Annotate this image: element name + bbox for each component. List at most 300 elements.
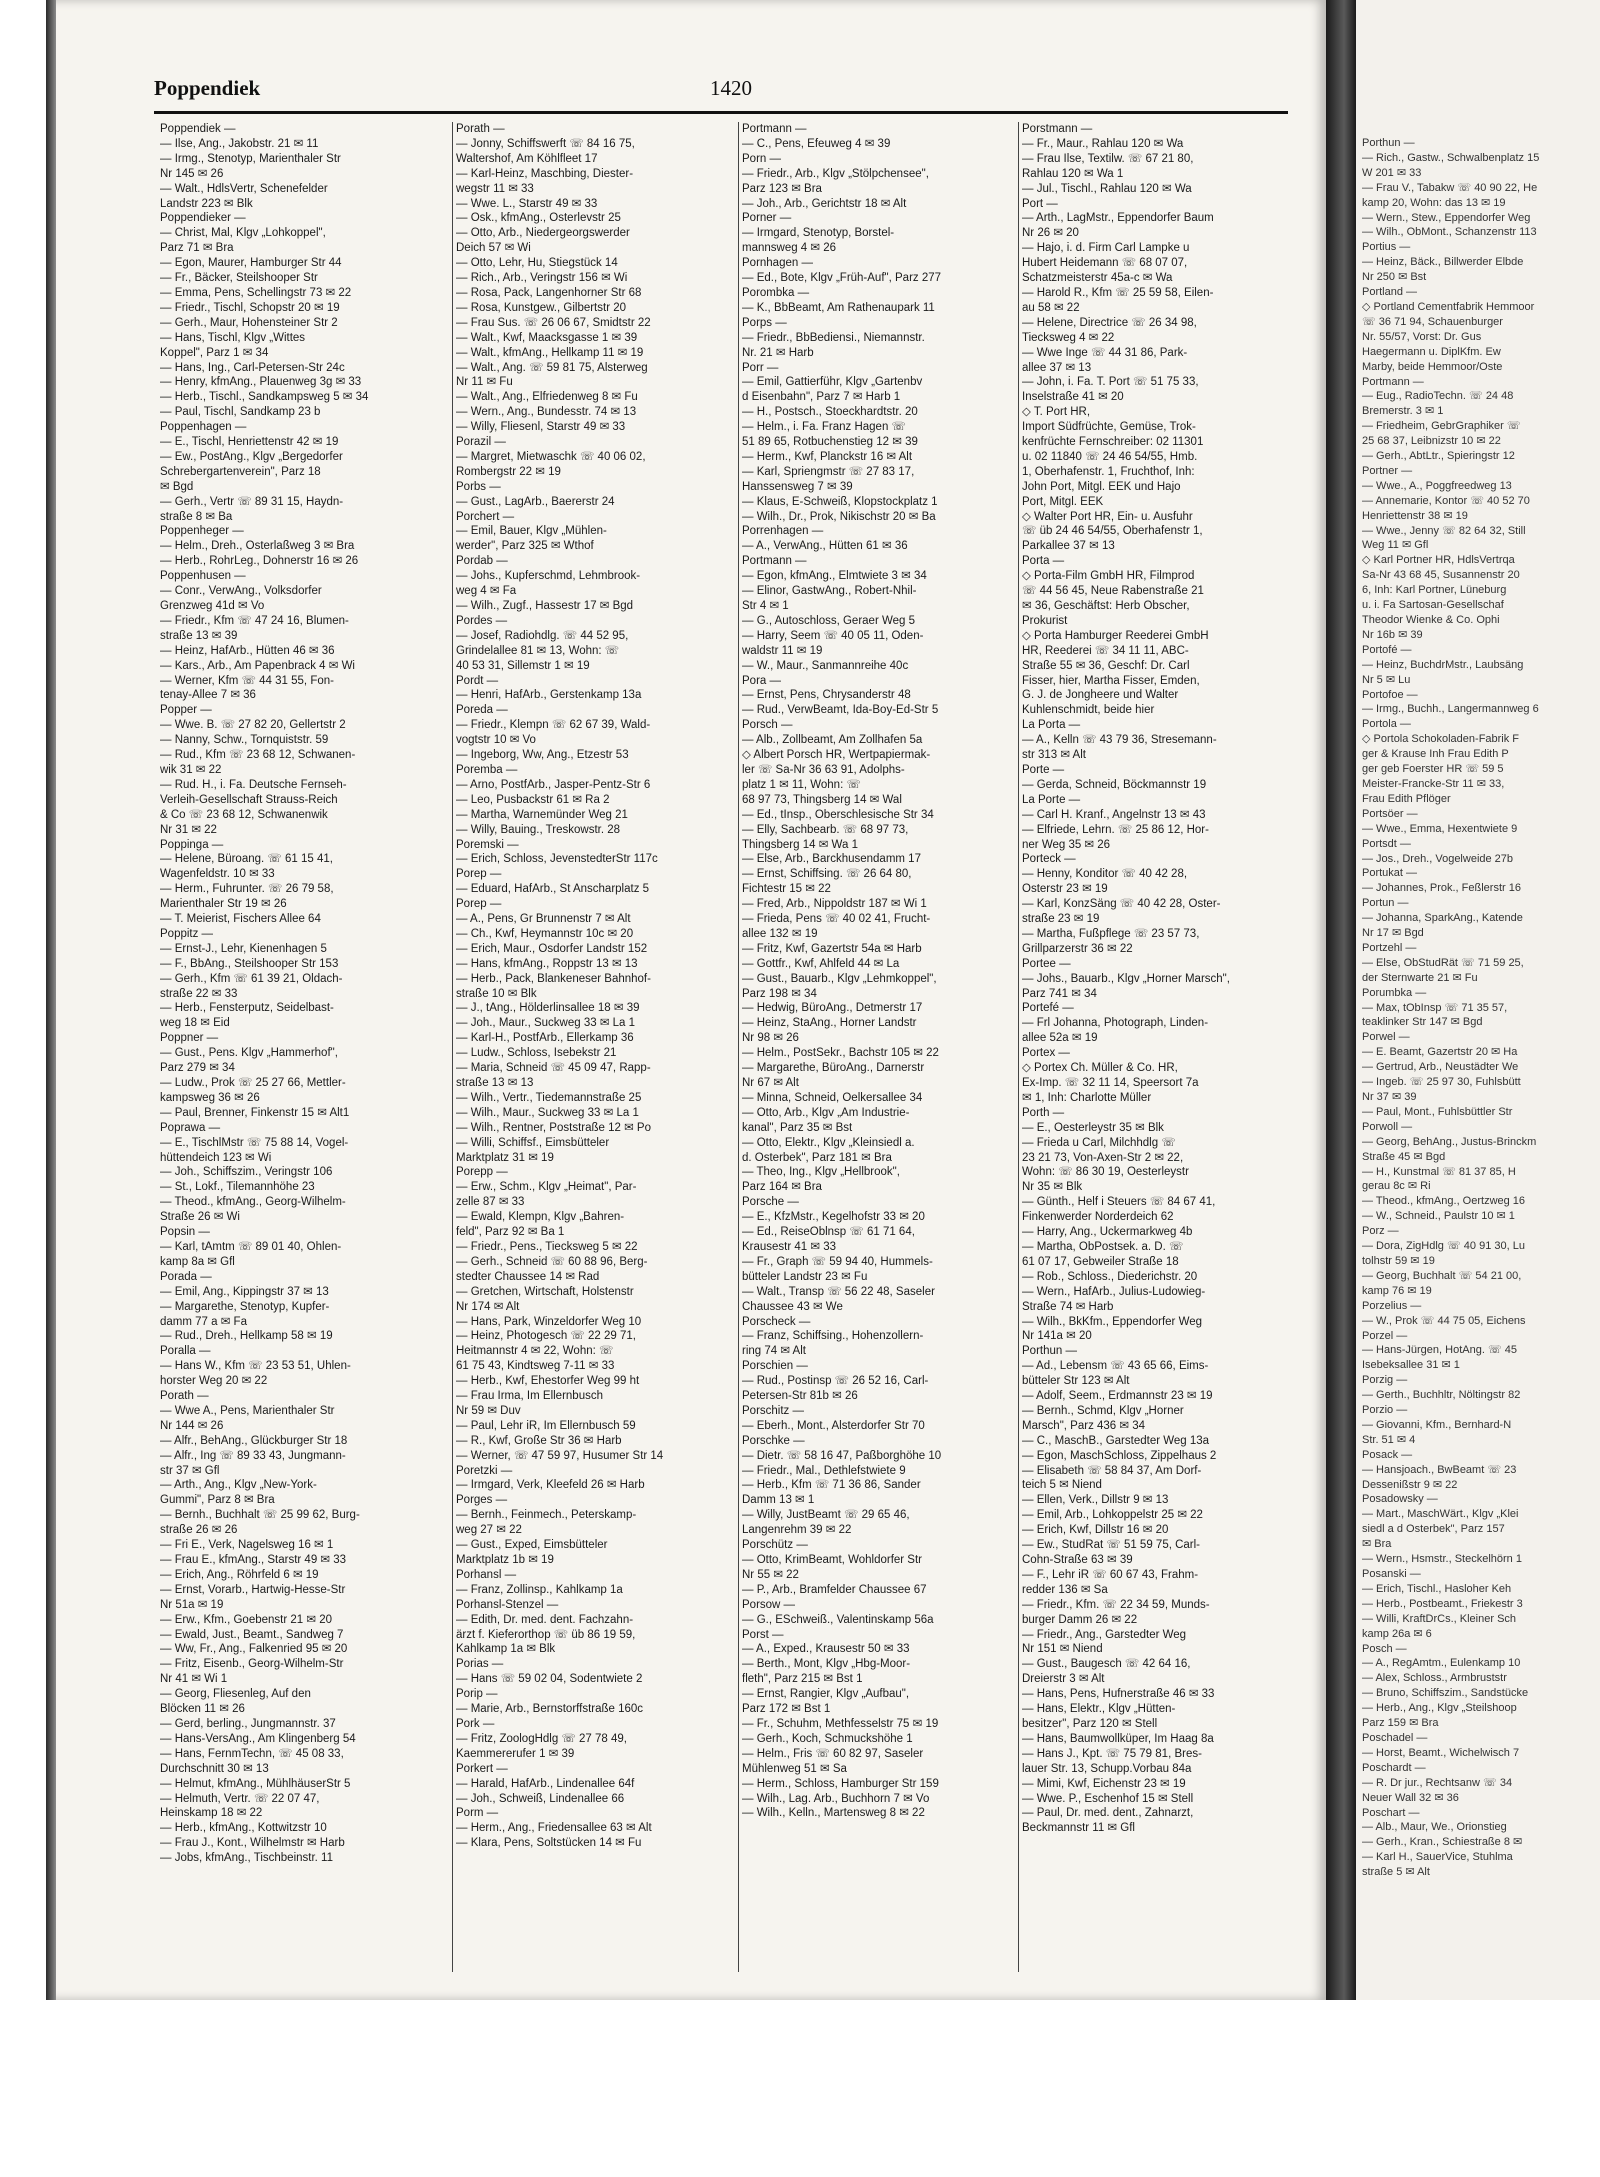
directory-entry-line: — Hans-VersAng., Am Klingenberg 54 bbox=[160, 1732, 356, 1745]
directory-entry-line: hüttendeich 123 ✉ Wi bbox=[160, 1151, 272, 1164]
directory-entry-line: bütteler Str 123 ✉ Alt bbox=[1022, 1375, 1130, 1388]
directory-entry-line: — C., Pens, Efeuweg 4 ✉ 39 bbox=[742, 137, 891, 150]
directory-entry-line: — Christ, Mal, Klgv „Lohkoppel", bbox=[160, 227, 326, 240]
surname-heading: Porhansl — bbox=[456, 1568, 517, 1581]
directory-entry-line: — Bernh., Buchhalt ☏ 25 99 62, Burg- bbox=[160, 1509, 360, 1522]
directory-entry-line: Beckmannstr 11 ✉ Gfl bbox=[1022, 1822, 1135, 1835]
directory-entry-line: Osterstr 23 ✉ 19 bbox=[1022, 883, 1108, 896]
directory-entry-line: Straße 26 ✉ Wi bbox=[160, 1211, 240, 1224]
directory-entry-line: — Fritz, ZoologHdlg ☏ 27 78 49, bbox=[456, 1732, 627, 1745]
directory-entry-line: — Wwe. B. ☏ 27 82 20, Gellertstr 2 bbox=[160, 719, 346, 732]
directory-entry-line: — Georg, Fliesenleg, Auf den bbox=[160, 1688, 311, 1701]
surname-heading: Porhansl-Stenzel — bbox=[456, 1598, 559, 1611]
directory-entry-line: — Alb., Maur, We., Orionstieg bbox=[1362, 1821, 1507, 1834]
directory-entry-line: Parz 741 ✉ 34 bbox=[1022, 987, 1097, 1000]
directory-entry-line: vogtstr 10 ✉ Vo bbox=[456, 734, 536, 747]
directory-entry-line: Str 4 ✉ 1 bbox=[742, 600, 789, 612]
directory-entry-line: — Johanna, SparkAng., Katende bbox=[1362, 912, 1523, 925]
directory-entry-line: — Erich, Tischl., Hasloher Keh bbox=[1362, 1582, 1512, 1595]
directory-entry-line: Meister-Francke-Str 11 ✉ 33, bbox=[1362, 777, 1505, 790]
directory-entry-line: — Wwe Inge ☏ 44 31 86, Park- bbox=[1022, 346, 1188, 359]
surname-heading: Porep — bbox=[456, 868, 502, 881]
directory-entry-line: — E., TischlMstr ☏ 75 88 14, Vogel- bbox=[160, 1136, 349, 1149]
directory-entry-line: — Rich., Arb., Veringstr 156 ✉ Wi bbox=[456, 272, 628, 285]
directory-entry-line: Waltershof, Am Köhlfleet 17 bbox=[456, 152, 598, 165]
directory-entry-line: Marby, beide Hemmoor/Oste bbox=[1362, 360, 1503, 373]
directory-entry-line: Straße 74 ✉ Harb bbox=[1022, 1300, 1114, 1313]
directory-entry-line: kamp 76 ✉ 19 bbox=[1362, 1284, 1432, 1297]
directory-entry-line: Chaussee 43 ✉ We bbox=[742, 1300, 843, 1313]
directory-entry-line: — Gerd, berling., Jungmannstr. 37 bbox=[160, 1717, 336, 1730]
directory-entry-line: — Frau J., Kont., Wilhelmstr ✉ Harb bbox=[160, 1837, 345, 1850]
directory-entry-line: — Conr., VerwAng., Volksdorfer bbox=[160, 585, 322, 598]
directory-entry-line: ◇ Portland Cementfabrik Hemmoor bbox=[1362, 300, 1535, 313]
directory-entry-line: weg 4 ✉ Fa bbox=[456, 585, 517, 598]
directory-entry-line: — Herm., Fuhrunter. ☏ 26 79 58, bbox=[160, 883, 334, 896]
directory-entry-line: Cohn-Straße 63 ✉ 39 bbox=[1022, 1554, 1133, 1566]
directory-entry-line: — Friedr., Kfm. ☏ 22 34 59, Munds- bbox=[1022, 1598, 1210, 1611]
directory-entry-line: — Hajo, i. d. Firm Carl Lampke u bbox=[1022, 242, 1190, 255]
surname-heading: Porzio — bbox=[1362, 1404, 1408, 1417]
directory-entry-line: — John, i. Fa. T. Port ☏ 51 75 33, bbox=[1022, 376, 1199, 389]
surname-heading: Porwel — bbox=[1362, 1031, 1410, 1044]
surname-heading: Porz — bbox=[1362, 1225, 1399, 1238]
surname-heading: Portukat — bbox=[1362, 867, 1418, 880]
directory-entry-line: ◇ T. Port HR, bbox=[1022, 406, 1091, 419]
directory-entry-line: Marktplatz 31 ✉ 19 bbox=[456, 1151, 554, 1164]
directory-entry-line: — A., Exped., Krausestr 50 ✉ 33 bbox=[742, 1643, 910, 1656]
directory-entry-line: — Henny, Konditor ☏ 40 42 28, bbox=[1022, 868, 1188, 881]
surname-heading: Porst — bbox=[742, 1628, 784, 1641]
directory-entry-line: — Ludw., Prok ☏ 25 27 66, Mettler- bbox=[160, 1077, 346, 1089]
directory-entry-line: — Gerh., Koch, Schmuckshöhe 1 bbox=[742, 1732, 913, 1745]
directory-entry-line: Isebeksallee 31 ✉ 1 bbox=[1362, 1359, 1460, 1372]
directory-entry-line: — Paul, Dr. med. dent., Zahnarzt, bbox=[1022, 1807, 1194, 1820]
directory-entry-line: Import Südfrüchte, Gemüse, Trok- bbox=[1022, 421, 1196, 434]
directory-entry-line: Wagenfeldstr. 10 ✉ 33 bbox=[160, 868, 275, 881]
directory-entry-line: Hanssensweg 7 ✉ 39 bbox=[742, 480, 853, 493]
directory-entry-line: Nr 16b ✉ 39 bbox=[1362, 628, 1423, 641]
directory-entry-line: horster Weg 20 ✉ 22 bbox=[160, 1375, 268, 1388]
surname-heading: Portex — bbox=[1022, 1047, 1070, 1060]
directory-entry-line: — Hans J., Kpt. ☏ 75 79 81, Bres- bbox=[1022, 1747, 1202, 1760]
directory-entry-line: — Willi, Schiffsf., Eimsbütteler bbox=[456, 1136, 610, 1149]
directory-entry-line: straße 23 ✉ 19 bbox=[1022, 913, 1100, 926]
directory-entry-line: waldstr 11 ✉ 19 bbox=[742, 644, 823, 657]
directory-entry-line: — Georg, BehAng., Justus-Brinckm bbox=[1362, 1135, 1537, 1148]
running-head: Poppendiek bbox=[154, 76, 261, 100]
surname-heading: Porschitz — bbox=[742, 1404, 804, 1417]
directory-entry-line: Grillparzerstr 36 ✉ 22 bbox=[1022, 942, 1133, 955]
directory-entry-line: Kuhlenschmidt, beide hier bbox=[1022, 704, 1155, 717]
directory-entry-line: Nr 51a ✉ 19 bbox=[160, 1598, 224, 1611]
directory-entry-line: — Hedwig, BüroAng., Detmerstr 17 bbox=[742, 1002, 923, 1015]
directory-entry-line: — Erw., Schm., Klgv „Heimat", Par- bbox=[456, 1181, 637, 1194]
surname-heading: Popper — bbox=[160, 704, 212, 717]
directory-entry-line: Parkallee 37 ✉ 13 bbox=[1022, 540, 1115, 553]
surname-heading: Portmann — bbox=[742, 123, 807, 135]
surname-heading: Pordt — bbox=[456, 674, 499, 687]
surname-heading: Poschadel — bbox=[1362, 1731, 1428, 1744]
surname-heading: Porthun — bbox=[1362, 137, 1415, 149]
directory-entry-line: — Ed., tInsp., Oberschlesische Str 34 bbox=[742, 808, 934, 821]
directory-entry-line: Grenzweg 41d ✉ Vo bbox=[160, 600, 265, 612]
directory-entry-line: — Walt., kfmAng., Hellkamp 11 ✉ 19 bbox=[456, 346, 644, 359]
directory-entry-line: & Co ☏ 23 68 12, Schwanenwik bbox=[160, 808, 328, 821]
directory-column-4 bbox=[1022, 122, 1282, 1836]
directory-entry-line: — Helm., Dreh., Osterlaßweg 3 ✉ Bra bbox=[160, 540, 355, 553]
directory-entry-line: — Carl H. Kranf., Angelnstr 13 ✉ 43 bbox=[1022, 808, 1206, 821]
directory-entry-line: — St., Lokf., Tilemannhöhe 23 bbox=[160, 1181, 315, 1194]
surname-heading: Porta — bbox=[1022, 555, 1065, 568]
directory-entry-line: Weg 11 ✉ Gfl bbox=[1362, 539, 1429, 552]
surname-heading: Porzig — bbox=[1362, 1374, 1408, 1387]
directory-entry-line: — Bruno, Schiffszim., Sandstücke bbox=[1362, 1687, 1529, 1700]
directory-entry-line: — Heinz, StaAng., Horner Landstr bbox=[742, 1017, 917, 1030]
directory-entry-line: — Harold R., Kfm ☏ 25 59 58, Eilen- bbox=[1022, 286, 1214, 299]
directory-entry-line: — Hans W., Kfm ☏ 23 53 51, Uhlen- bbox=[160, 1360, 351, 1373]
directory-entry-line: — Gerth., Buchhltr, Nöltingstr 82 bbox=[1362, 1389, 1521, 1402]
surname-heading: Portsöer — bbox=[1362, 807, 1418, 820]
directory-entry-line: Dessenißstr 9 ✉ 22 bbox=[1362, 1478, 1458, 1491]
surname-heading: Porkert — bbox=[456, 1762, 508, 1775]
directory-entry-line: Landstr 223 ✉ Blk bbox=[160, 197, 253, 210]
surname-heading: Posanski — bbox=[1362, 1568, 1421, 1580]
directory-entry-line: — Alb., Zollbeamt, Am Zollhafen 5a bbox=[742, 734, 923, 747]
directory-entry-line: — Ingeborg, Ww, Ang., Etzestr 53 bbox=[456, 749, 629, 762]
directory-entry-line: Nr 250 ✉ Bst bbox=[1362, 271, 1427, 284]
directory-entry-line: — Friedr., Klempn ☏ 62 67 39, Wald- bbox=[456, 719, 651, 732]
directory-entry-line: — Gust., LagArb., Baererstr 24 bbox=[456, 495, 615, 508]
directory-entry-line: — Frau V., Tabakw ☏ 40 90 22, He bbox=[1362, 181, 1538, 194]
directory-entry-line: Nr 11 ✉ Fu bbox=[456, 376, 513, 389]
directory-column-2 bbox=[456, 122, 716, 1851]
directory-entry-line: tenay-Allee 7 ✉ 36 bbox=[160, 689, 256, 702]
directory-entry-line: — Elisabeth ☏ 58 84 37, Am Dorf- bbox=[1022, 1464, 1202, 1477]
directory-entry-line: Neuer Wall 32 ✉ 36 bbox=[1362, 1791, 1459, 1804]
directory-entry-line: — Wern., HafArb., Julius-Ludowieg- bbox=[1022, 1285, 1206, 1298]
directory-entry-line: — Rosa, Kunstgew., Gilbertstr 20 bbox=[456, 301, 627, 314]
directory-entry-line: — Heinz, Photogesch ☏ 22 29 71, bbox=[456, 1330, 636, 1343]
directory-entry-line: der Sternwarte 21 ✉ Fu bbox=[1362, 971, 1478, 984]
directory-entry-line: Nr 37 ✉ 39 bbox=[1362, 1091, 1417, 1103]
directory-column-3 bbox=[742, 122, 1002, 1821]
surname-heading: Porsow — bbox=[742, 1598, 796, 1611]
surname-heading: Poppendieker — bbox=[160, 212, 246, 225]
directory-entry-line: Nr 26 ✉ 20 bbox=[1022, 227, 1079, 240]
directory-entry-line: — Günth., Helf i Steuers ☏ 84 67 41, bbox=[1022, 1196, 1216, 1209]
surname-heading: Portofé — bbox=[1362, 643, 1412, 656]
directory-entry-line: — A., RegAmtm., Eulenkamp 10 bbox=[1362, 1657, 1521, 1670]
scan-margin-left bbox=[0, 0, 46, 2177]
directory-entry-line: — Otto, Arb., Niedergeorgswerder bbox=[456, 227, 630, 240]
directory-entry-line: — Helmuth, Vertr. ☏ 22 07 47, bbox=[160, 1792, 320, 1805]
directory-entry-line: — Emil, Ang., Kippingstr 37 ✉ 13 bbox=[160, 1285, 329, 1298]
directory-entry-line: — Gretchen, Wirtschaft, Holstenstr bbox=[456, 1285, 634, 1298]
surname-heading: Porazil — bbox=[456, 436, 506, 449]
directory-entry-line: — Paul, Mont., Fuhlsbüttler Str bbox=[1362, 1105, 1513, 1118]
directory-entry-line: kenfrüchte Fernschreiber: 02 11301 bbox=[1022, 436, 1204, 449]
surname-heading: Porth — bbox=[1022, 1106, 1065, 1119]
surname-heading: Poppinga — bbox=[160, 838, 224, 851]
directory-entry-line: — Ingeb. ☏ 25 97 30, Fuhlsbütt bbox=[1362, 1076, 1521, 1089]
directory-entry-line: — Minna, Schneid, Oelkersallee 34 bbox=[742, 1091, 923, 1104]
directory-entry-line: — Harry, Seem ☏ 40 05 11, Oden- bbox=[742, 629, 924, 642]
directory-entry-line: — Paul, Lehr iR, Im Ellernbusch 59 bbox=[456, 1419, 636, 1432]
directory-entry-line: Nr 35 ✉ Blk bbox=[1022, 1181, 1083, 1194]
directory-entry-line: — Rich., Gastw., Schwalbenplatz 15 bbox=[1362, 151, 1540, 164]
surname-heading: Poprawa — bbox=[160, 1121, 221, 1134]
directory-entry-line: — Willy, Fliesenl, Starstr 49 ✉ 33 bbox=[456, 421, 626, 434]
directory-entry-line: — Emil, Gattierführ, Klgv „Gartenbv bbox=[742, 376, 923, 389]
directory-entry-line: Finkenwerder Norderdeich 62 bbox=[1022, 1211, 1174, 1224]
directory-entry-line: 61 75 43, Kindtsweg 7-11 ✉ 33 bbox=[456, 1360, 615, 1373]
directory-entry-line: Nr 145 ✉ 26 bbox=[160, 167, 224, 180]
directory-entry-line: straße 10 ✉ Blk bbox=[456, 987, 537, 1000]
surname-heading: Porumbka — bbox=[1362, 986, 1427, 999]
directory-entry-line: ärzt f. Kieferorthop ☏ üb 86 19 59, bbox=[456, 1628, 636, 1641]
surname-heading: Poralla — bbox=[160, 1345, 211, 1358]
directory-entry-line: ✉ Bra bbox=[1362, 1538, 1392, 1551]
directory-entry-line: 51 89 65, Rotbuchenstieg 12 ✉ 39 bbox=[742, 436, 918, 449]
directory-entry-line: — Horst, Beamt., Wichelwisch 7 bbox=[1362, 1746, 1520, 1759]
directory-entry-line: — Bernh., Feinmech., Peterskamp- bbox=[456, 1509, 637, 1522]
directory-entry-line: — Max, tObInsp ☏ 71 35 57, bbox=[1362, 1001, 1508, 1014]
directory-entry-line: — Friedr., Ang., Garstedter Weg bbox=[1022, 1628, 1187, 1641]
directory-entry-line: — Ilse, Ang., Jakobstr. 21 ✉ 11 bbox=[160, 137, 319, 150]
directory-entry-line: — Harry, Ang., Uckermarkweg 4b bbox=[1022, 1226, 1193, 1239]
surname-heading: Porscheck — bbox=[742, 1315, 811, 1328]
directory-entry-line: — Joh., Maur., Suckweg 33 ✉ La 1 bbox=[456, 1017, 636, 1030]
directory-entry-line: — Rud., Dreh., Hellkamp 58 ✉ 19 bbox=[160, 1330, 333, 1343]
directory-entry-line: — Frl Johanna, Photograph, Linden- bbox=[1022, 1017, 1209, 1030]
directory-entry-line: — Gust., Bauarb., Klgv „Lehmkoppel", bbox=[742, 972, 937, 985]
directory-entry-line: ☏ 44 56 45, Neue Rabenstraße 21 bbox=[1022, 585, 1204, 598]
directory-entry-line: besitzer", Parz 120 ✉ Stell bbox=[1022, 1717, 1158, 1730]
directory-entry-line: — Hans, Park, Winzeldorfer Weg 10 bbox=[456, 1315, 642, 1328]
directory-entry-line: Mühlenweg 51 ✉ Sa bbox=[742, 1762, 847, 1775]
directory-entry-line: 23 21 73, Von-Axen-Str 2 ✉ 22, bbox=[1022, 1151, 1184, 1164]
directory-entry-line: Marktplatz 1b ✉ 19 bbox=[456, 1554, 554, 1566]
directory-entry-line: — Herb., Ang., Klgv „Steilshoop bbox=[1362, 1702, 1517, 1715]
directory-entry-line: Heinskamp 18 ✉ 22 bbox=[160, 1807, 263, 1820]
surname-heading: Poreda — bbox=[456, 704, 508, 717]
directory-entry-line: Blöcken 11 ✉ 26 bbox=[160, 1703, 245, 1716]
directory-entry-line: — Henry, kfmAng., Plauenweg 3g ✉ 33 bbox=[160, 376, 362, 389]
directory-entry-line: mannsweg 4 ✉ 26 bbox=[742, 242, 837, 255]
surname-heading: Porada — bbox=[160, 1270, 212, 1283]
directory-entry-line: — Ernst, Rangier, Klgv „Aufbau", bbox=[742, 1688, 910, 1701]
directory-entry-line: Hubert Heidemann ☏ 68 07 07, bbox=[1022, 257, 1188, 270]
directory-entry-line: Bremerstr. 3 ✉ 1 bbox=[1362, 405, 1444, 418]
directory-entry-line: — Ernst-J., Lehr, Kienenhagen 5 bbox=[160, 942, 327, 955]
page-number: 1420 bbox=[710, 76, 752, 100]
directory-entry-line: — W., Schneid., Paulstr 10 ✉ 1 bbox=[1362, 1210, 1515, 1223]
directory-entry-line: Straße 55 ✉ 36, Geschf: Dr. Carl bbox=[1022, 659, 1190, 672]
directory-entry-line: — Theod., kfmAng., Oertzweg 16 bbox=[1362, 1195, 1526, 1208]
directory-entry-line: — T. Meierist, Fischers Allee 64 bbox=[160, 913, 321, 926]
surname-heading: Porn — bbox=[742, 152, 781, 165]
directory-entry-line: — Hans, Tischl, Klgv „Wittes bbox=[160, 331, 306, 344]
directory-entry-line: — Joh., Arb., Gerichtstr 18 ✉ Alt bbox=[742, 197, 907, 210]
directory-entry-line: — Fritz, Kwf, Gazertstr 54a ✉ Harb bbox=[742, 942, 922, 955]
directory-entry-line: — Henri, HafArb., Gerstenkamp 13a bbox=[456, 689, 642, 702]
directory-entry-line: — Rud. H., i. Fa. Deutsche Fernseh- bbox=[160, 778, 347, 791]
directory-entry-line: Nr 59 ✉ Duv bbox=[456, 1404, 521, 1417]
directory-entry-line: — R. Dr jur., Rechtsanw ☏ 34 bbox=[1362, 1776, 1513, 1789]
directory-entry-line: 25 68 37, Leibnizstr 10 ✉ 22 bbox=[1362, 435, 1501, 448]
directory-entry-line: siedl a d Osterbek", Parz 157 bbox=[1362, 1523, 1505, 1536]
directory-entry-line: — Wern., Hsmstr., Steckelhörn 1 bbox=[1362, 1553, 1522, 1566]
surname-heading: Porges — bbox=[456, 1494, 508, 1507]
directory-entry-line: d Eisenbahn", Parz 7 ✉ Harb 1 bbox=[742, 391, 901, 404]
directory-entry-line: — Hansjoach., BwBeamt ☏ 23 bbox=[1362, 1463, 1517, 1476]
directory-entry-line: — Johs., Kupferschmd, Lehmbrook- bbox=[456, 570, 641, 583]
directory-entry-line: Damm 13 ✉ 1 bbox=[742, 1494, 815, 1507]
directory-entry-line: — Gerda, Schneid, Böckmannstr 19 bbox=[1022, 778, 1207, 791]
surname-heading: Porep — bbox=[456, 898, 502, 911]
directory-entry-line: zelle 87 ✉ 33 bbox=[456, 1196, 525, 1209]
directory-entry-line: — F., BbAng., Steilshooper Str 153 bbox=[160, 957, 339, 970]
surname-heading: Porias — bbox=[456, 1658, 504, 1671]
directory-entry-line: HR, Reederei ☏ 34 11 11, ABC- bbox=[1022, 644, 1189, 657]
directory-entry-line: kampsweg 36 ✉ 26 bbox=[160, 1091, 260, 1104]
directory-entry-line: — Gust., Exped, Eimsbütteler bbox=[456, 1539, 608, 1552]
directory-entry-line: — Karl H., SauerVice, Stuhlma bbox=[1362, 1851, 1513, 1864]
directory-entry-line: Kahlkamp 1a ✉ Blk bbox=[456, 1643, 556, 1656]
directory-entry-line: — Herb., Kwf, Ehestorfer Weg 99 ht bbox=[456, 1375, 640, 1388]
surname-heading: Porrenhagen — bbox=[742, 525, 824, 538]
surname-heading: Pordab — bbox=[456, 555, 508, 568]
directory-entry-line: Str. 51 ✉ 4 bbox=[1362, 1433, 1416, 1446]
directory-entry-line: — Gerh., AbtLtr., Spieringstr 12 bbox=[1362, 450, 1515, 463]
directory-entry-line: — Ew., StudRat ☏ 51 59 75, Carl- bbox=[1022, 1539, 1201, 1552]
directory-entry-line: lauer Str. 13, Schupp.Vorbau 84a bbox=[1022, 1762, 1192, 1775]
directory-entry-line: — Hans-Jürgen, HotAng. ☏ 45 bbox=[1362, 1344, 1517, 1357]
directory-entry-line: — A., Pens, Gr Brunnenstr 7 ✉ Alt bbox=[456, 913, 631, 926]
directory-entry-line: Fisser, hier, Martha Fisser, Emden, bbox=[1022, 674, 1200, 687]
surname-heading: Poretzki — bbox=[456, 1464, 513, 1477]
directory-entry-line: — Wilh., Vertr., Tiedemannstraße 25 bbox=[456, 1091, 642, 1104]
directory-entry-line: — Erich, Maur., Osdorfer Landstr 152 bbox=[456, 942, 648, 955]
directory-entry-line: ☏ üb 24 46 54/55, Oberhafenstr 1, bbox=[1022, 525, 1203, 538]
directory-entry-line: ◇ Porta Hamburger Reederei GmbH bbox=[1022, 629, 1209, 642]
directory-entry-line: — Gottfr., Kwf, Ahlfeld 44 ✉ La bbox=[742, 957, 900, 970]
directory-entry-line: — Jul., Tischl., Rahlau 120 ✉ Wa bbox=[1022, 182, 1192, 195]
directory-entry-line: ◇ Porta-Film GmbH HR, Filmprod bbox=[1022, 570, 1195, 583]
directory-entry-line: Parz 172 ✉ Bst 1 bbox=[742, 1703, 831, 1716]
directory-entry-line: — Herm., Kwf, Planckstr 16 ✉ Alt bbox=[742, 450, 913, 463]
surname-heading: La Porta — bbox=[1022, 719, 1081, 732]
surname-heading: Portofoe — bbox=[1362, 688, 1418, 701]
surname-heading: Porath — bbox=[456, 123, 505, 135]
surname-heading: Porepp — bbox=[456, 1166, 508, 1179]
directory-entry-line: Port, Mitgl. EEK bbox=[1022, 495, 1104, 508]
directory-entry-line: — Emil, Arb., Lohkoppelstr 25 ✉ 22 bbox=[1022, 1509, 1203, 1522]
surname-heading: Poppner — bbox=[160, 1032, 219, 1045]
directory-entry-line: Haegermann u. DiplKfm. Ew bbox=[1362, 345, 1501, 358]
directory-entry-line: — Wilh., ObMont., Schanzenstr 113 bbox=[1362, 226, 1537, 239]
directory-entry-line: — Herb., kfmAng., Kottwitzstr 10 bbox=[160, 1822, 327, 1835]
directory-entry-line: Kaemmererufer 1 ✉ 39 bbox=[456, 1747, 575, 1760]
directory-entry-line: — Marie, Arb., Bernstorffstraße 160c bbox=[456, 1703, 644, 1716]
directory-entry-line: allee 132 ✉ 19 bbox=[742, 927, 818, 940]
directory-entry-line: Thingsberg 14 ✉ Wa 1 bbox=[742, 838, 858, 851]
directory-entry-line: — Friedr., Mal., Dethlefstwiete 9 bbox=[742, 1464, 906, 1477]
directory-entry-line: — Fr., Graph ☏ 59 94 40, Hummels- bbox=[742, 1255, 933, 1268]
directory-entry-line: Parz 159 ✉ Bra bbox=[1362, 1717, 1439, 1730]
directory-entry-line: — Frau Ilse, Textilw. ☏ 67 21 80, bbox=[1022, 152, 1194, 165]
surname-heading: Portsdt — bbox=[1362, 837, 1411, 850]
directory-entry-line: — Ed., ReiseOblnsp ☏ 61 71 64, bbox=[742, 1226, 915, 1239]
directory-entry-line: 61 07 17, Gebweiler Straße 18 bbox=[1022, 1255, 1179, 1268]
directory-entry-line: straße 22 ✉ 33 bbox=[160, 987, 238, 1000]
directory-entry-line: — Margret, Mietwaschk ☏ 40 06 02, bbox=[456, 450, 646, 463]
directory-entry-line: Nr 31 ✉ 22 bbox=[160, 823, 217, 836]
directory-entry-line: Nr 17 ✉ Bgd bbox=[1362, 927, 1424, 940]
adjacent-page-column bbox=[1362, 136, 1600, 1880]
directory-entry-line: — Frau Sus. ☏ 26 06 67, Smidtstr 22 bbox=[456, 316, 651, 329]
directory-entry-line: — Berth., Mont, Klgv „Hbg-Moor- bbox=[742, 1658, 911, 1671]
directory-entry-line: — Martha, Warnemünder Weg 21 bbox=[456, 808, 628, 821]
directory-entry-line: — Walt., Ang., Elfriedenweg 8 ✉ Fu bbox=[456, 391, 638, 404]
directory-entry-line: — Walt., Transp ☏ 56 22 48, Saseler bbox=[742, 1285, 935, 1298]
directory-entry-line: — Ww, Fr., Ang., Falkenried 95 ✉ 20 bbox=[160, 1643, 348, 1656]
directory-entry-line: Wohn: ☏ 86 30 19, Oesterleystr bbox=[1022, 1166, 1189, 1179]
directory-entry-line: Parz 123 ✉ Bra bbox=[742, 182, 822, 195]
surname-heading: Poschart — bbox=[1362, 1806, 1420, 1819]
directory-entry-line: ring 74 ✉ Alt bbox=[742, 1345, 806, 1358]
directory-entry-line: d. Osterbek", Parz 181 ✉ Bra bbox=[742, 1151, 892, 1164]
directory-entry-line: — Adolf, Seem., Erdmannstr 23 ✉ 19 bbox=[1022, 1390, 1213, 1403]
directory-entry-line: — Ernst, Vorarb., Hartwig-Hesse-Str bbox=[160, 1583, 346, 1596]
directory-entry-line: Langenrehm 39 ✉ 22 bbox=[742, 1524, 852, 1537]
directory-entry-line: Prokurist bbox=[1022, 614, 1068, 627]
surname-heading: Porschütz — bbox=[742, 1539, 808, 1552]
directory-entry-line: — Ludw., Schloss, Isebekstr 21 bbox=[456, 1047, 617, 1060]
surname-heading: Pornhagen — bbox=[742, 257, 813, 270]
directory-entry-line: — Jos., Dreh., Vogelweide 27b bbox=[1362, 852, 1514, 865]
directory-entry-line: wik 31 ✉ 22 bbox=[160, 763, 222, 776]
directory-entry-line: feld", Parz 92 ✉ Ba 1 bbox=[456, 1226, 565, 1239]
directory-entry-line: str 37 ✉ Gfl bbox=[160, 1464, 220, 1477]
directory-entry-line: — Dietr. ☏ 58 16 47, Paßborghöhe 10 bbox=[742, 1449, 942, 1462]
directory-entry-line: — Herb., Pack, Blankeneser Bahnhof- bbox=[456, 972, 651, 985]
directory-entry-line: — A., Kelln ☏ 43 79 36, Stresemann- bbox=[1022, 734, 1217, 747]
directory-entry-line: stedter Chaussee 14 ✉ Rad bbox=[456, 1270, 600, 1283]
directory-entry-line: — Nanny, Schw., Tornquiststr. 59 bbox=[160, 734, 329, 747]
directory-entry-line: — Gust., Baugesch ☏ 42 64 16, bbox=[1022, 1658, 1191, 1671]
directory-entry-line: ger & Krause Inh Frau Edith P bbox=[1362, 748, 1509, 761]
directory-entry-line: — Giovanni, Kfm., Bernhard-N bbox=[1362, 1418, 1512, 1431]
directory-entry-line: Nr 55 ✉ 22 bbox=[742, 1568, 799, 1581]
directory-entry-line: ◇ Portola Schokoladen-Fabrik F bbox=[1362, 733, 1520, 746]
directory-entry-line: — Friedr., Pens., Tiecksweg 5 ✉ 22 bbox=[456, 1240, 638, 1253]
directory-entry-line: str 313 ✉ Alt bbox=[1022, 749, 1086, 762]
directory-entry-line: — Jonny, Schiffswerft ☏ 84 16 75, bbox=[456, 137, 635, 150]
directory-entry-line: Marienthaler Str 19 ✉ 26 bbox=[160, 898, 287, 911]
directory-entry-line: — Fred, Arb., Nippoldstr 187 ✉ Wi 1 bbox=[742, 898, 927, 911]
directory-entry-line: — Wwe., Jenny ☏ 82 64 32, Still bbox=[1362, 524, 1526, 537]
surname-heading: Porner — bbox=[742, 212, 792, 225]
directory-entry-line: — R., Kwf, Große Str 36 ✉ Harb bbox=[456, 1434, 622, 1447]
directory-entry-line: — Gust., Pens. Klgv „Hammerhof", bbox=[160, 1047, 338, 1060]
directory-entry-line: — Gerh., Kfm ☏ 61 39 21, Oldach- bbox=[160, 972, 343, 985]
directory-entry-line: — Friedr., Tischl, Schopstr 20 ✉ 19 bbox=[160, 301, 340, 314]
directory-entry-line: — Eug., RadioTechn. ☏ 24 48 bbox=[1362, 390, 1514, 403]
directory-entry-line: gerau 8c ✉ Ri bbox=[1362, 1180, 1431, 1193]
directory-entry-line: ger geb Foerster HR ☏ 59 5 bbox=[1362, 763, 1504, 776]
